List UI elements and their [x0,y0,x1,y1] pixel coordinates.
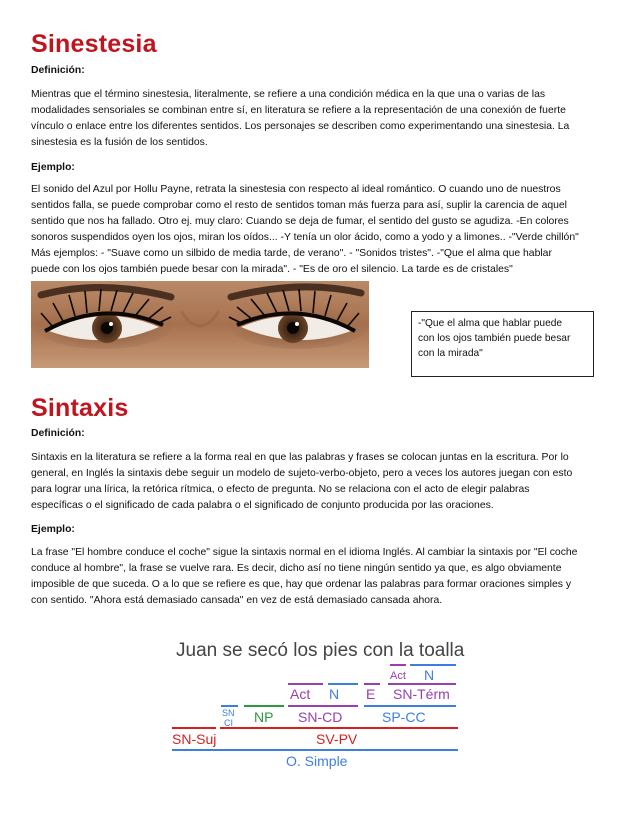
text-line: El sonido del Azul por Hollu Payne, retrata la sinestesia con respecto al ideal romántico. O cuando uno de nuestros [31,184,561,195]
text-line: modalidades sensoriales se combinan entre sí, en literatura se refiere a la representación de una conexión de fuerte [31,105,566,116]
text-line: sentidos falla, se puede comprobar como el resto de sentidos toman más fuerza para así, suplir la carencia de aquel [31,200,567,211]
quote-line: -"Que el alma que hablar puede [418,318,563,329]
label-o-simple: O. Simple [286,753,348,769]
diagram-sentence: Juan se secó los pies con la toalla [176,640,465,661]
label-n: N [329,686,340,702]
quote-line: con la mirada" [418,348,483,359]
label-e: E [366,686,376,702]
text-line: vínculo o enlace entre los diferentes sentidos. Los personajes se describen como experimentando una sinestesia. La [31,121,570,132]
text-line: específicas o el significado de cada palabra o el significado de conjunto producida por las oraciones. [31,500,494,511]
syntax-diagram [168,630,470,775]
section-title-sinestesia: Sinestesia [31,30,157,58]
text-line: La frase "El hombre conduce el coche" sigue la sintaxis normal en el idioma Inglés. Al cambiar la sintaxis por "El coche [31,547,578,558]
label-act: Act [290,686,311,702]
label-sn-suj: SN-Suj [172,731,217,747]
quote-box [411,311,594,377]
example-paragraph [31,182,609,278]
definition-paragraph [31,450,609,514]
text-line: para lograr una lírica, la retórica rítmica, o efecto de pregunta. No se relaciona con el acto de elegir palabras [31,484,530,495]
label-sv-pv: SV-PV [316,731,358,747]
text-line: sinestesia es la fusión de los sentidos. [31,137,208,148]
label-np: NP [254,709,274,725]
text-line: general, en Inglés la sintaxis debe seguir un modelo de sujeto-verbo-objeto, pero a veces los autores juegan con esto [31,468,573,479]
label-ci: CI [224,718,233,728]
text-line: Más ejemplos: - "Suave como un silbido de media tarde, de verano". - "Sonidos tristes". -"Que el alma que hablar [31,248,552,259]
text-line: con sentido. "Ahora está demasiado cansada" en vez de está demasiado cansada ahora. [31,595,443,606]
text-line: Sintaxis en la literatura se refiere a la forma real en que las palabras y frases se colocan juntas en la escritura. Por lo [31,452,569,463]
text-line: sentido que nos ha fallado. Otro ej. muy claro: Cuando se deja de fumar, el sentido del gusto se agudiza. -En colores [31,216,569,227]
example-paragraph [31,545,609,609]
label-sn-cd: SN-CD [298,709,343,725]
text-line: Mientras que el término sinestesia, literalmente, se refiere a una condición médica en la que una o varias de las [31,89,546,100]
quote-line: con los ojos también puede besar [418,333,571,344]
definition-label: Definición: [31,428,85,439]
label-sp-cc: SP-CC [382,709,426,725]
label-n-top: N [424,667,435,683]
eyes-photo [31,281,369,368]
section-title-sintaxis: Sintaxis [31,394,129,422]
label-sn-term: SN-Térm [393,686,450,702]
text-line: conduce al hombre", la frase se vuelve rara. Es decir, dicho así no tiene ningún sentido ya que, es algo obviamente [31,563,562,574]
text-line: sonoros suspendidos oyen los ojos, miran los oídos... -Y tenía un olor ácido, como a yodo y a limones.. -"Verde chillón" [31,232,579,243]
definition-label: Definición: [31,65,85,76]
label-act-top: Act [390,670,406,682]
example-label: Ejemplo: [31,524,75,535]
definition-paragraph [31,87,609,151]
text-line: imposible de que suceda. O a lo que se refiere es que, hay que ordenar las palabras para formar oraciones simples y [31,579,572,590]
label-sn: SN [222,708,235,718]
example-label: Ejemplo: [31,162,75,173]
text-line: puede con los ojos también puede besar con la mirada". - "Es de oro el silencio. La tarde es de cristales" [31,264,513,275]
